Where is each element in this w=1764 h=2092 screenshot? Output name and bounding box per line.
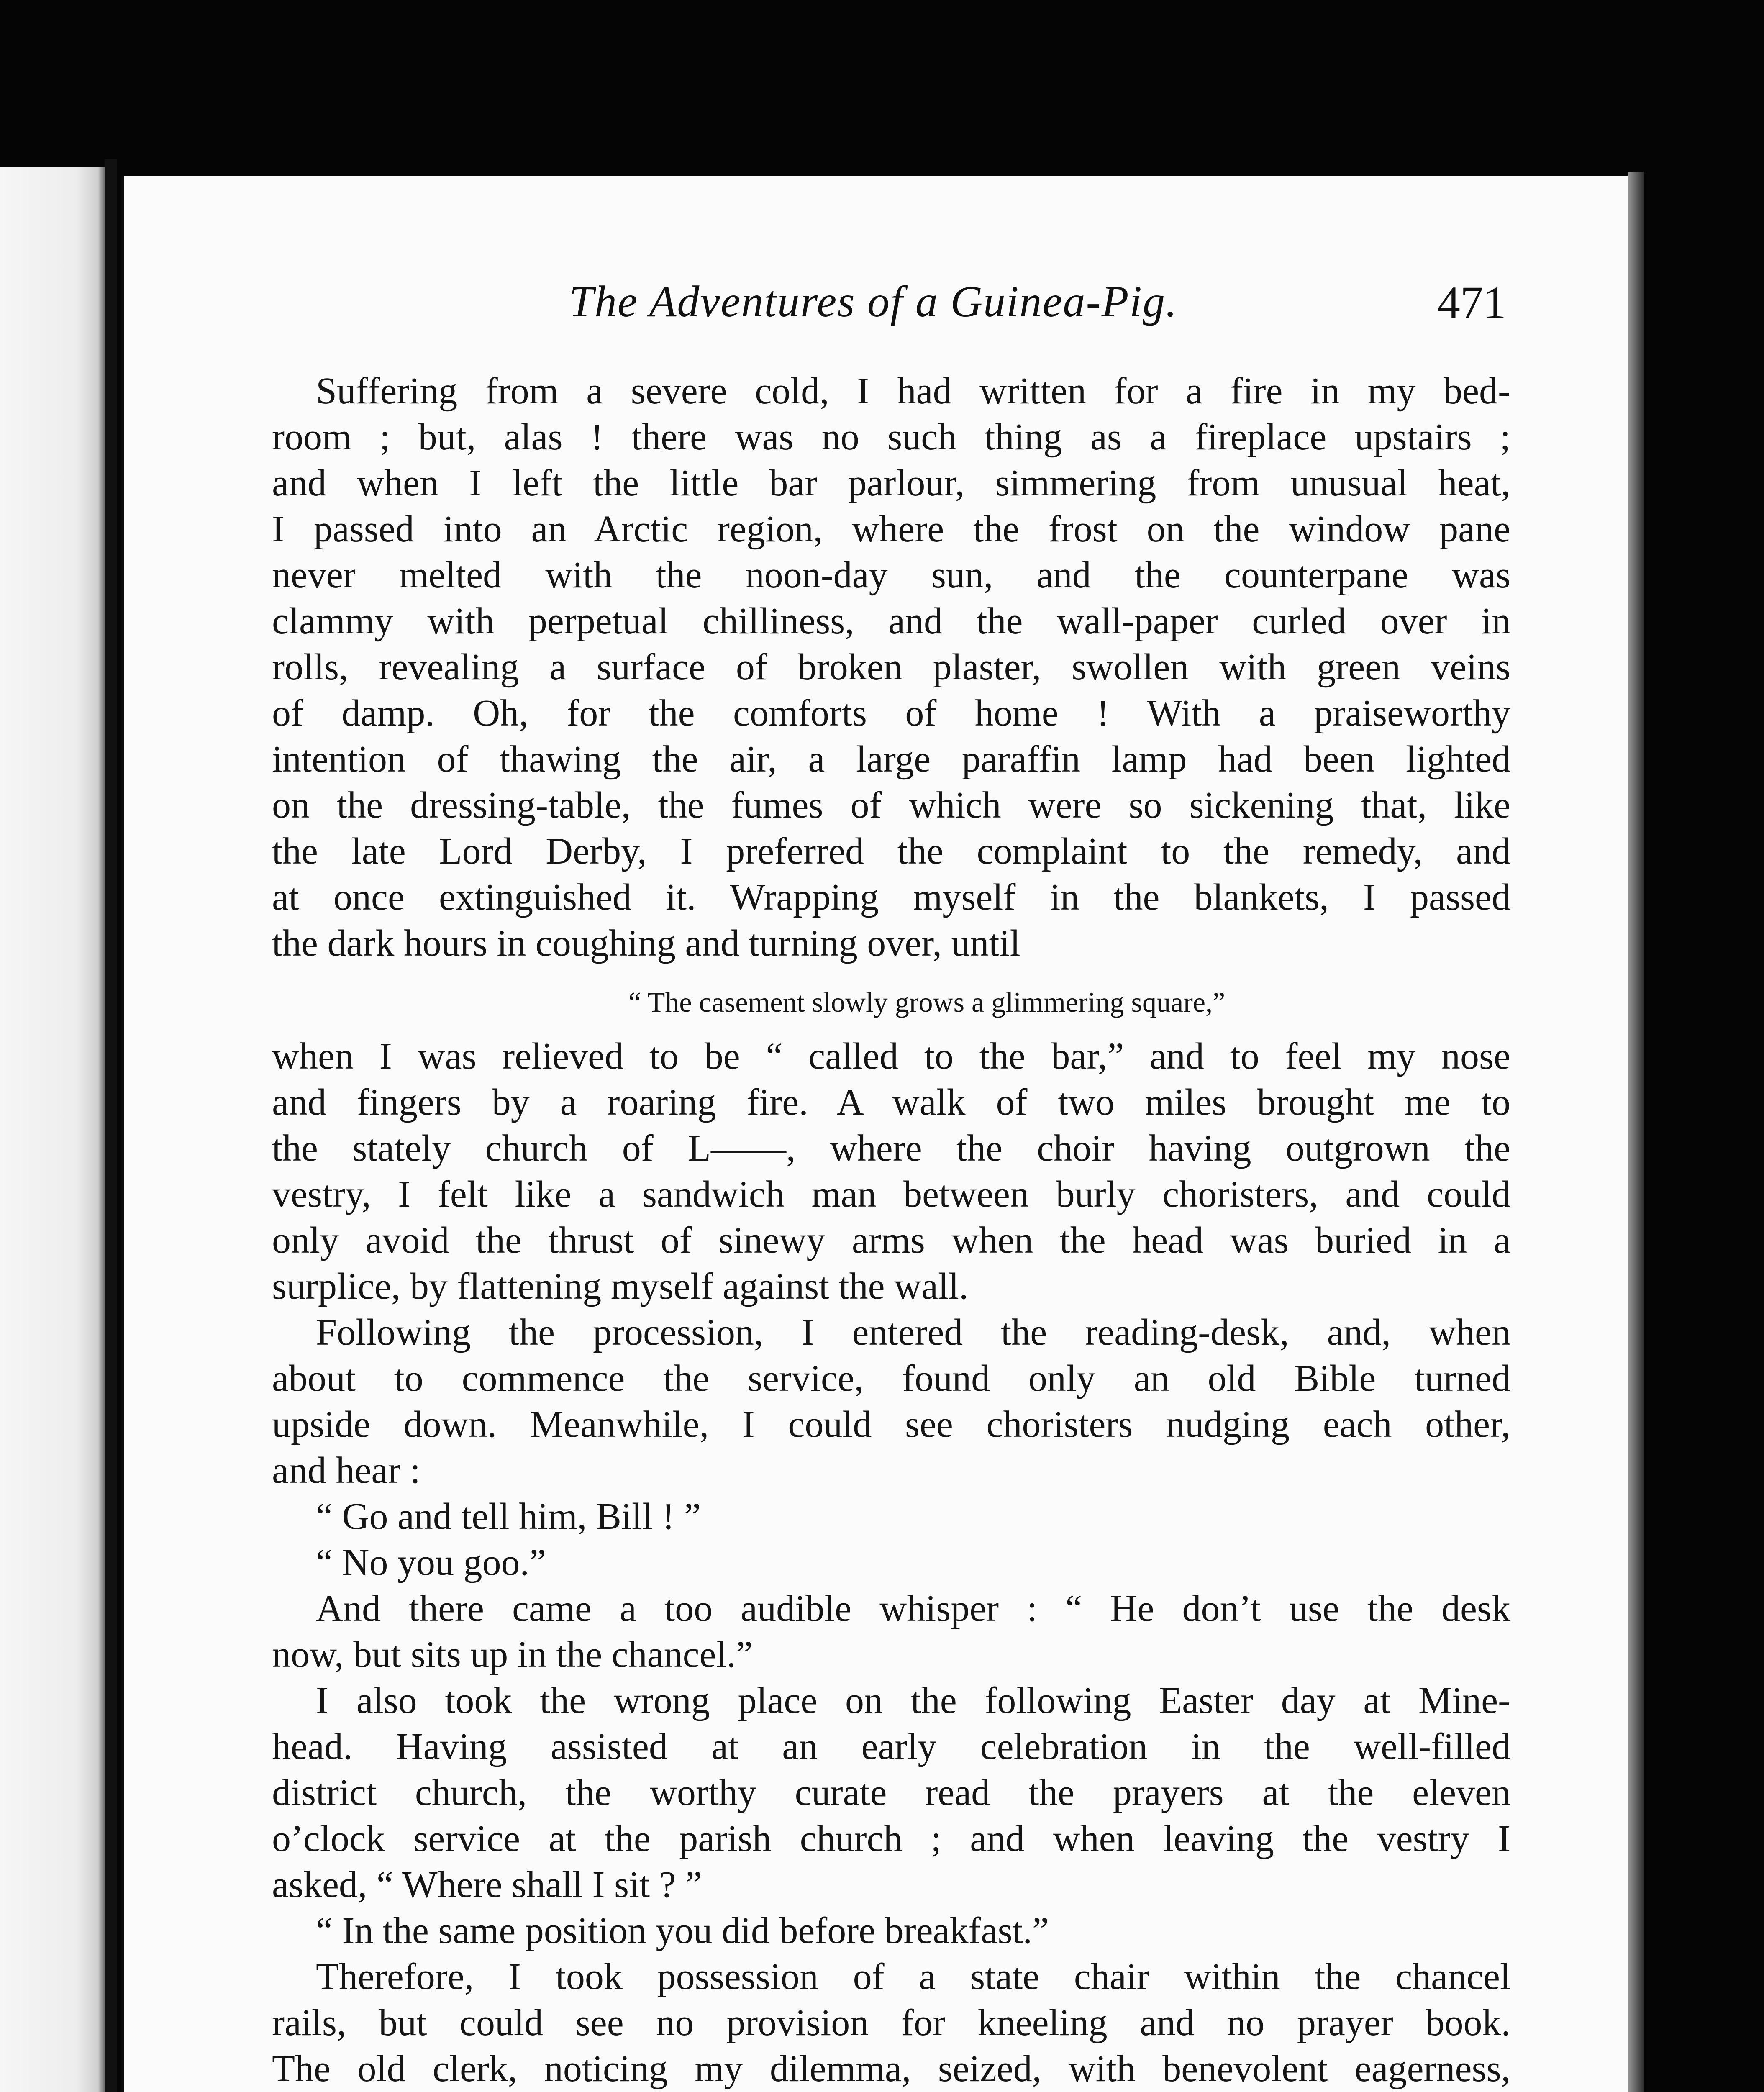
body-text xyxy=(272,368,1510,2092)
text-line: now, but sits up in the chancel.” xyxy=(272,1634,753,1675)
text-line: never melted with the noon-day sun, and the counterpane was xyxy=(272,554,1510,596)
page-edge-shadow xyxy=(1628,172,1644,2092)
epigraph-quote: “ The casement slowly grows a glimmering square,” xyxy=(628,986,1226,1018)
text-line: asked, “ Where shall I sit ? ” xyxy=(272,1864,702,1905)
running-header xyxy=(444,276,1506,335)
text-line: and fingers by a roaring fire. A walk of two miles brought me to xyxy=(272,1082,1510,1123)
text-line: rails, but could see no provision for kneeling and no prayer book. xyxy=(272,2002,1510,2043)
text-line: the late Lord Derby, I preferred the complaint to the remedy, and xyxy=(272,831,1510,872)
text-line: and when I left the little bar parlour, simmering from unusual heat, xyxy=(272,462,1510,504)
previous-page-edge xyxy=(0,167,109,2092)
page-number: 471 xyxy=(1437,277,1506,328)
text-line: only avoid the thrust of sinewy arms when the head was buried in a xyxy=(272,1220,1510,1261)
text-line: on the dressing-table, the fumes of which were so sickening that, like xyxy=(272,784,1510,826)
text-line: vestry, I felt like a sandwich man between burly choristers, and could xyxy=(272,1174,1510,1215)
text-line: and hear : xyxy=(272,1450,420,1491)
text-line: “ Go and tell him, Bill ! ” xyxy=(316,1496,701,1537)
book-gutter xyxy=(105,159,117,2092)
text-line: I also took the wrong place on the following Easter day at Mine- xyxy=(316,1680,1510,1721)
text-line: upside down. Meanwhile, I could see choristers nudging each other, xyxy=(272,1404,1510,1445)
text-line: rolls, revealing a surface of broken plaster, swollen with green veins xyxy=(272,646,1510,688)
text-line: Following the procession, I entered the reading-desk, and, when xyxy=(316,1312,1510,1353)
text-line: the dark hours in coughing and turning over, until xyxy=(272,923,1020,964)
text-line: And there came a too audible whisper : “ He don’t use the desk xyxy=(316,1588,1510,1629)
text-line: of damp. Oh, for the comforts of home ! With a praiseworthy xyxy=(272,692,1510,734)
text-line: “ In the same position you did before breakfast.” xyxy=(316,1910,1049,1951)
text-line: “ No you goo.” xyxy=(316,1542,546,1583)
running-title: The Adventures of a Guinea-Pig. xyxy=(569,277,1178,326)
text-line: Suffering from a severe cold, I had written for a fire in my bed- xyxy=(316,370,1510,412)
text-line: head. Having assisted at an early celebration in the well-filled xyxy=(272,1726,1510,1767)
text-line: room ; but, alas ! there was no such thing as a fireplace upstairs ; xyxy=(272,416,1510,458)
text-line: intention of thawing the air, a large paraffin lamp had been lighted xyxy=(272,738,1510,780)
text-line: at once extinguished it. Wrapping myself in the blankets, I passed xyxy=(272,877,1510,918)
text-line: surplice, by flattening myself against the wall. xyxy=(272,1266,969,1307)
text-line: the stately church of L——, where the choir having outgrown the xyxy=(272,1128,1510,1169)
text-line: o’clock service at the parish church ; and when leaving the vestry I xyxy=(272,1818,1510,1859)
text-line: Therefore, I took possession of a state chair within the chancel xyxy=(316,1956,1510,1997)
text-line: clammy with perpetual chilliness, and the wall-paper curled over in xyxy=(272,600,1510,642)
text-line: The old clerk, noticing my dilemma, seized, with benevolent eagerness, xyxy=(272,2048,1510,2089)
text-line: when I was relieved to be “ called to the bar,” and to feel my nose xyxy=(272,1036,1510,1077)
text-line: district church, the worthy curate read the prayers at the eleven xyxy=(272,1772,1510,1813)
text-line: I passed into an Arctic region, where the frost on the window pane xyxy=(272,508,1510,550)
text-line: about to commence the service, found only an old Bible turned xyxy=(272,1358,1510,1399)
